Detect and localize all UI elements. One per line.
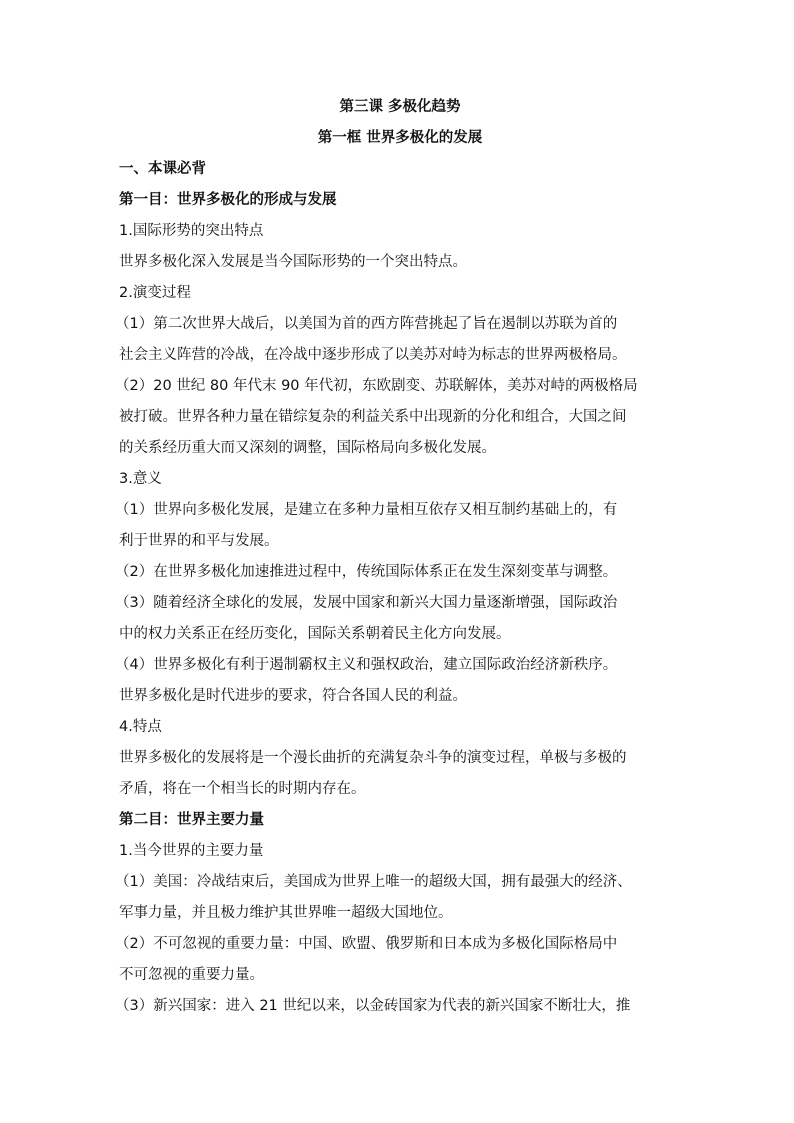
lesson-title: 第三课 多极化趋势 xyxy=(339,99,461,115)
item1-point2-a-line1: （1）第二次世界大战后，以美国为首的西方阵营挑起了旨在遏制以苏联为首的 xyxy=(115,316,618,332)
item2-heading: 第二目：世界主要力量 xyxy=(119,812,264,828)
item1-point4-line1: 世界多极化的发展将是一个漫长曲折的充满复杂斗争的演变过程，单极与多极的 xyxy=(119,750,627,766)
item2-point1-title: 1.当今世界的主要力量 xyxy=(119,843,264,859)
item1-point2-title: 2.演变过程 xyxy=(119,285,191,301)
item1-point3-c-line2: 中的权力关系正在经历变化，国际关系朝着民主化方向发展。 xyxy=(119,626,511,642)
item1-point3-a-line1: （1）世界向多极化发展，是建立在多种力量相互依存又相互制约基础上的，有 xyxy=(115,502,618,518)
item1-point3-b-line1: （2）在世界多极化加速推进过程中，传统国际体系正在发生深刻变革与调整。 xyxy=(115,564,618,580)
item2-point1-a-line2: 军事力量，并且极力维护其世界唯一超级大国地位。 xyxy=(119,905,453,921)
item2-point1-a-line1: （1）美国：冷战结束后，美国成为世界上唯一的超级大国，拥有最强大的经济、 xyxy=(115,874,632,890)
section-title: 第一框 世界多极化的发展 xyxy=(317,130,483,146)
part-one-heading: 一、本课必背 xyxy=(119,161,206,177)
item1-heading: 第一目：世界多极化的形成与发展 xyxy=(119,192,337,208)
item1-point3-title: 3.意义 xyxy=(119,471,162,487)
item1-point4-line2: 矛盾，将在一个相当长的时期内存在。 xyxy=(119,781,366,797)
item1-point3-c-line1: （3）随着经济全球化的发展，发展中国家和新兴大国力量逐渐增强，国际政治 xyxy=(115,595,618,611)
item1-point3-d-line2: 世界多极化是时代进步的要求，符合各国人民的利益。 xyxy=(119,688,467,704)
item1-point3-d-line1: （4）世界多极化有利于遏制霸权主义和强权政治，建立国际政治经济新秩序。 xyxy=(115,657,618,673)
item2-point1-b-line1: （2）不可忽视的重要力量：中国、欧盟、俄罗斯和日本成为多极化国际格局中 xyxy=(115,936,618,952)
item1-point1-title: 1.国际形势的突出特点 xyxy=(119,223,264,239)
item1-point4-title: 4.特点 xyxy=(119,719,162,735)
item2-point1-c-line1: （3）新兴国家：进入 21 世纪以来，以金砖国家为代表的新兴国家不断壮大，推 xyxy=(115,998,631,1014)
item2-point1-b-line2: 不可忽视的重要力量。 xyxy=(119,967,264,983)
item1-point3-a-line2: 利于世界的和平与发展。 xyxy=(119,533,279,549)
item1-point2-b-line1: （2）20 世纪 80 年代末 90 年代初，东欧剧变、苏联解体，美苏对峙的两极格局 xyxy=(115,378,638,394)
document-body xyxy=(115,92,681,1022)
item1-point2-a-line2: 社会主义阵营的冷战，在冷战中逐步形成了以美苏对峙为标志的世界两极格局。 xyxy=(119,347,627,363)
item1-point2-b-line3: 的关系经历重大而又深刻的调整，国际格局向多极化发展。 xyxy=(119,440,496,456)
item1-point2-b-line2: 被打破。世界各种力量在错综复杂的利益关系中出现新的分化和组合，大国之间 xyxy=(119,409,627,425)
item1-point1-text: 世界多极化深入发展是当今国际形势的一个突出特点。 xyxy=(119,254,467,270)
